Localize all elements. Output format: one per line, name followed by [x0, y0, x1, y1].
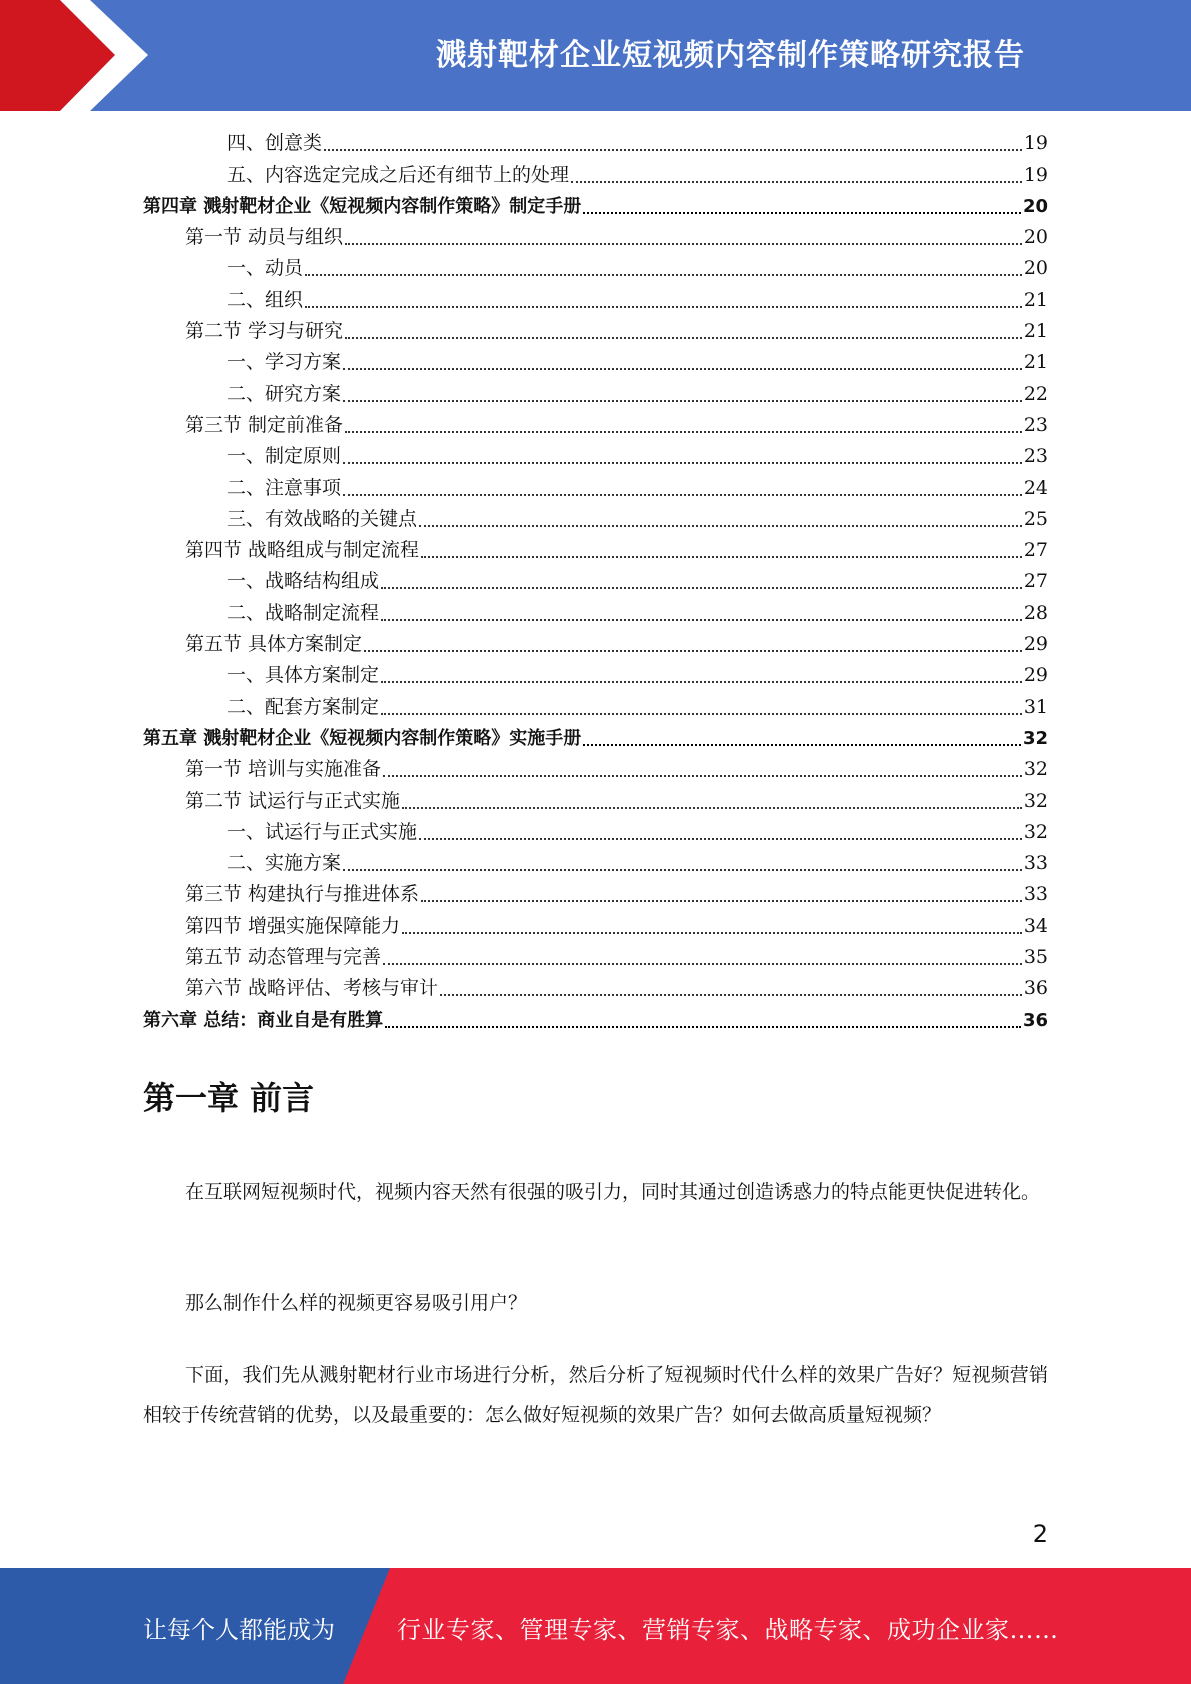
- toc-leader-dots: [381, 586, 1022, 589]
- toc-entry-title: 一、学习方案: [227, 351, 342, 374]
- toc-leader-dots: [343, 868, 1022, 871]
- footer-slogan-right: 行业专家、管理专家、营销专家、战略专家、成功企业家……: [397, 1616, 1059, 1644]
- page-footer: [0, 1568, 1191, 1684]
- toc-entry-page: 19: [1023, 163, 1048, 186]
- toc-entry-title: 一、战略结构组成: [227, 570, 380, 593]
- toc-entry-title: 第五章 溅射靶材企业《短视频内容制作策略》实施手册: [143, 727, 582, 749]
- toc-entry-page: 31: [1023, 695, 1048, 718]
- paragraph-1: 在互联网短视频时代，视频内容天然有很强的吸引力，同时其通过创造诱惑力的特点能更快促进转化。: [185, 1181, 1041, 1203]
- toc-entry-page: 27: [1023, 539, 1048, 562]
- toc-leader-dots: [364, 649, 1022, 652]
- toc-entry[interactable]: [143, 879, 1048, 910]
- toc-entry[interactable]: [143, 629, 1048, 660]
- toc-entry[interactable]: [143, 410, 1048, 441]
- toc-entry-title: 第二节 试运行与正式实施: [185, 789, 401, 812]
- toc-entry-page: 23: [1023, 413, 1048, 436]
- toc-entry[interactable]: [143, 222, 1048, 253]
- toc-leader-dots: [305, 305, 1022, 308]
- toc-entry-title: 第四节 战略组成与制定流程: [185, 539, 420, 562]
- toc-leader-dots: [381, 618, 1022, 621]
- toc-entry-page: 36: [1023, 977, 1048, 1000]
- toc-entry-page: 33: [1023, 883, 1048, 906]
- toc-entry[interactable]: [143, 691, 1048, 722]
- toc-leader-dots: [345, 336, 1022, 339]
- toc-entry[interactable]: [143, 284, 1048, 315]
- toc-leader-dots: [343, 399, 1022, 402]
- toc-entry-page: 29: [1023, 664, 1048, 687]
- toc-entry-title: 三、有效战略的关键点: [227, 507, 418, 530]
- toc-entry[interactable]: [143, 504, 1048, 535]
- toc-leader-dots: [571, 180, 1022, 183]
- toc-entry[interactable]: [143, 441, 1048, 472]
- toc-entry-page: 34: [1023, 914, 1048, 937]
- toc-entry[interactable]: [143, 660, 1048, 691]
- toc-leader-dots: [421, 899, 1022, 902]
- toc-entry[interactable]: [143, 597, 1048, 628]
- toc-entry[interactable]: [143, 785, 1048, 816]
- toc-entry-page: 33: [1023, 852, 1048, 875]
- toc-entry[interactable]: [143, 1004, 1048, 1035]
- toc-entry[interactable]: [143, 128, 1048, 159]
- chapter-title: 第一章 前言: [143, 1079, 315, 1117]
- toc-entry[interactable]: [143, 159, 1048, 190]
- toc-leader-dots: [419, 524, 1022, 527]
- toc-entry-page: 22: [1023, 382, 1048, 405]
- toc-leader-dots: [583, 743, 1021, 746]
- toc-leader-dots: [383, 774, 1022, 777]
- toc-entry-page: 35: [1023, 946, 1048, 969]
- toc-entry-page: 32: [1023, 758, 1048, 781]
- toc-entry-title: 第一节 培训与实施准备: [185, 758, 382, 781]
- toc-entry-title: 五、内容选定完成之后还有细节上的处理: [227, 163, 570, 186]
- toc-leader-dots: [419, 837, 1022, 840]
- paragraph-3: 下面，我们先从溅射靶材行业市场进行分析，然后分析了短视频时代什么样的效果广告好？短视频营销相较于传统营销的优势，以及最重要的：怎么做好短视频的效果广告？如何去做高质量短视频？: [143, 1364, 1048, 1426]
- toc-entry-page: 20: [1022, 195, 1048, 217]
- toc-entry-title: 一、动员: [227, 257, 304, 280]
- toc-entry-title: 第五节 动态管理与完善: [185, 946, 382, 969]
- toc-entry-title: 一、制定原则: [227, 445, 342, 468]
- toc-entry-page: 21: [1023, 351, 1048, 374]
- toc-entry[interactable]: [143, 566, 1048, 597]
- toc-entry-title: 第三节 制定前准备: [185, 413, 344, 436]
- toc-entry[interactable]: [143, 347, 1048, 378]
- toc-entry[interactable]: [143, 253, 1048, 284]
- toc-entry-page: 27: [1023, 570, 1048, 593]
- toc-entry-title: 二、组织: [227, 288, 304, 311]
- toc-entry-page: 32: [1022, 727, 1048, 749]
- toc-entry-title: 二、实施方案: [227, 852, 342, 875]
- toc-entry-page: 32: [1023, 789, 1048, 812]
- toc-entry-page: 32: [1023, 820, 1048, 843]
- toc-leader-dots: [583, 211, 1021, 214]
- toc-entry-title: 第六章 总结：商业自是有胜算: [143, 1009, 384, 1031]
- toc-entry[interactable]: [143, 942, 1048, 973]
- toc-entry[interactable]: [143, 191, 1048, 222]
- toc-entry-title: 二、配套方案制定: [227, 695, 380, 718]
- toc-entry-page: 25: [1023, 507, 1048, 530]
- toc-entry[interactable]: [143, 378, 1048, 409]
- header-arrow-decoration: [0, 0, 160, 111]
- header-title: 溅射靶材企业短视频内容制作策略研究报告: [436, 38, 1025, 73]
- toc-entry[interactable]: [143, 723, 1048, 754]
- toc-entry[interactable]: [143, 316, 1048, 347]
- toc-leader-dots: [324, 148, 1022, 151]
- footer-slogan-left: 让每个人都能成为: [143, 1616, 335, 1644]
- toc-leader-dots: [343, 461, 1022, 464]
- table-of-contents: [143, 128, 1048, 1036]
- toc-entry-title: 一、试运行与正式实施: [227, 820, 418, 843]
- toc-entry-title: 二、研究方案: [227, 382, 342, 405]
- toc-entry-page: 24: [1023, 476, 1048, 499]
- toc-leader-dots: [345, 430, 1022, 433]
- toc-entry-page: 36: [1022, 1009, 1048, 1031]
- toc-entry[interactable]: [143, 535, 1048, 566]
- toc-entry-title: 第三节 构建执行与推进体系: [185, 883, 420, 906]
- toc-entry[interactable]: [143, 910, 1048, 941]
- toc-entry[interactable]: [143, 817, 1048, 848]
- toc-entry-title: 第五节 具体方案制定: [185, 633, 363, 656]
- toc-entry-title: 二、注意事项: [227, 476, 342, 499]
- toc-entry-page: 21: [1023, 320, 1048, 343]
- toc-entry-title: 第四节 增强实施保障能力: [185, 914, 401, 937]
- page-header: [0, 0, 1191, 111]
- toc-entry-page: 21: [1023, 288, 1048, 311]
- toc-entry[interactable]: [143, 472, 1048, 503]
- toc-leader-dots: [385, 1025, 1021, 1028]
- toc-entry-title: 一、具体方案制定: [227, 664, 380, 687]
- toc-leader-dots: [305, 273, 1022, 276]
- toc-leader-dots: [345, 242, 1022, 245]
- toc-entry[interactable]: [143, 973, 1048, 1004]
- toc-entry-page: 23: [1023, 445, 1048, 468]
- toc-leader-dots: [343, 493, 1022, 496]
- toc-leader-dots: [440, 993, 1022, 996]
- toc-leader-dots: [343, 367, 1022, 370]
- toc-leader-dots: [402, 931, 1022, 934]
- toc-leader-dots: [402, 806, 1022, 809]
- toc-entry[interactable]: [143, 848, 1048, 879]
- toc-entry-title: 二、战略制定流程: [227, 601, 380, 624]
- toc-entry-title: 四、创意类: [227, 132, 323, 155]
- toc-entry-title: 第六节 战略评估、考核与审计: [185, 977, 439, 1000]
- toc-entry[interactable]: [143, 754, 1048, 785]
- page-number: 2: [1032, 1520, 1048, 1548]
- toc-leader-dots: [381, 712, 1022, 715]
- toc-entry-title: 第一节 动员与组织: [185, 226, 344, 249]
- toc-entry-page: 29: [1023, 633, 1048, 656]
- toc-entry-title: 第二节 学习与研究: [185, 320, 344, 343]
- toc-entry-title: 第四章 溅射靶材企业《短视频内容制作策略》制定手册: [143, 195, 582, 217]
- toc-leader-dots: [381, 680, 1022, 683]
- toc-leader-dots: [383, 962, 1022, 965]
- toc-entry-page: 19: [1023, 132, 1048, 155]
- toc-entry-page: 20: [1023, 257, 1048, 280]
- paragraph-2: 那么制作什么样的视频更容易吸引用户？: [185, 1292, 528, 1314]
- toc-leader-dots: [421, 555, 1022, 558]
- toc-entry-page: 20: [1023, 226, 1048, 249]
- toc-entry-page: 28: [1023, 601, 1048, 624]
